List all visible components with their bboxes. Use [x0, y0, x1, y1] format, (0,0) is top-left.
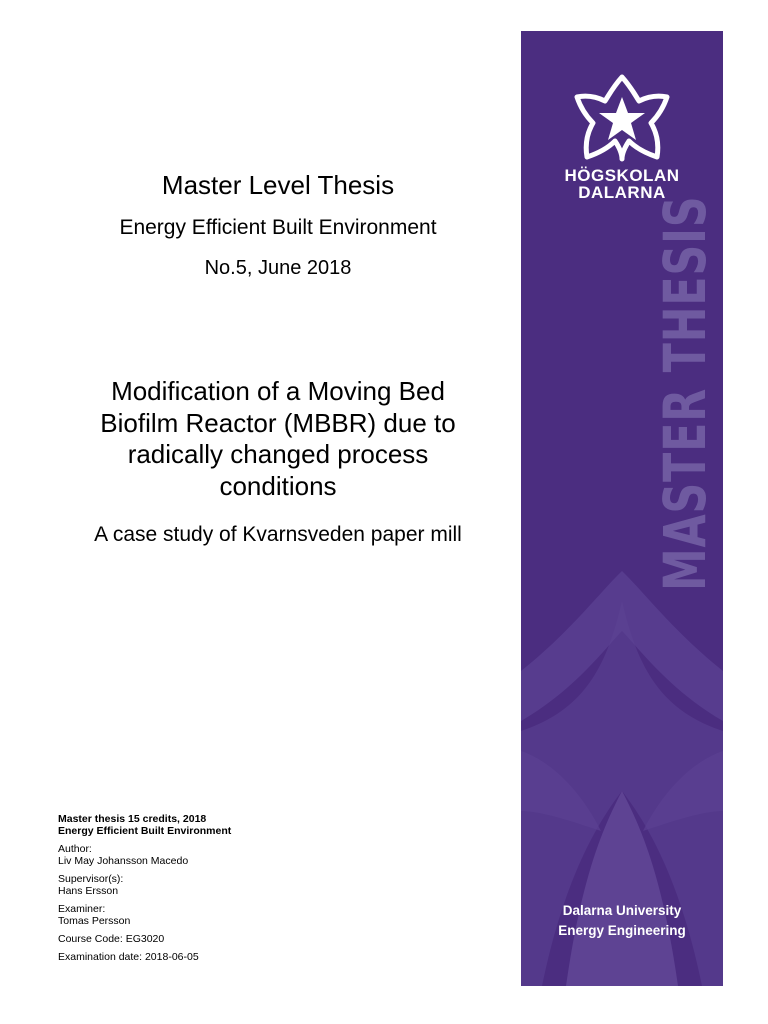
- thesis-title-line: conditions: [219, 470, 337, 501]
- issue-number: No.5, June 2018: [204, 257, 352, 279]
- main-title: Master Level Thesis: [161, 170, 395, 200]
- program-name: Energy Efficient Built Environment: [119, 216, 437, 239]
- author-name: Liv May Johansson Macedo: [58, 855, 189, 867]
- university-name: Dalarna University: [562, 903, 682, 918]
- thesis-title-line: Modification of a Moving Bed: [111, 376, 445, 406]
- examination-date: Examination date: 2018-06-05: [58, 951, 199, 963]
- author-label: Author:: [58, 843, 92, 855]
- hogskolan-dalarna-logo-icon: [573, 73, 671, 163]
- thesis-title-line: radically changed process: [127, 439, 429, 469]
- logo-text-line2: DALARNA: [578, 183, 666, 202]
- logo-text-line1: HÖGSKOLAN: [564, 166, 680, 185]
- details-program: Energy Efficient Built Environment: [58, 825, 232, 837]
- supervisor-name: Hans Ersson: [58, 885, 119, 897]
- thesis-title: [40, 376, 516, 502]
- supervisor-label: Supervisor(s):: [58, 873, 124, 885]
- department-name: Energy Engineering: [558, 923, 686, 938]
- examiner-label: Examiner:: [58, 903, 106, 915]
- master-thesis-vertical-text: MASTER THESIS: [651, 195, 719, 591]
- thesis-title-line: Biofilm Reactor (MBBR) due to: [100, 407, 456, 438]
- credits-text: Master thesis 15 credits, 2018: [58, 813, 207, 825]
- course-code: Course Code: EG3020: [58, 933, 165, 945]
- examiner-name: Tomas Persson: [58, 915, 131, 927]
- side-banner: [521, 31, 723, 986]
- thesis-details: [58, 813, 358, 969]
- thesis-subtitle: A case study of Kvarnsveden paper mill: [94, 523, 462, 546]
